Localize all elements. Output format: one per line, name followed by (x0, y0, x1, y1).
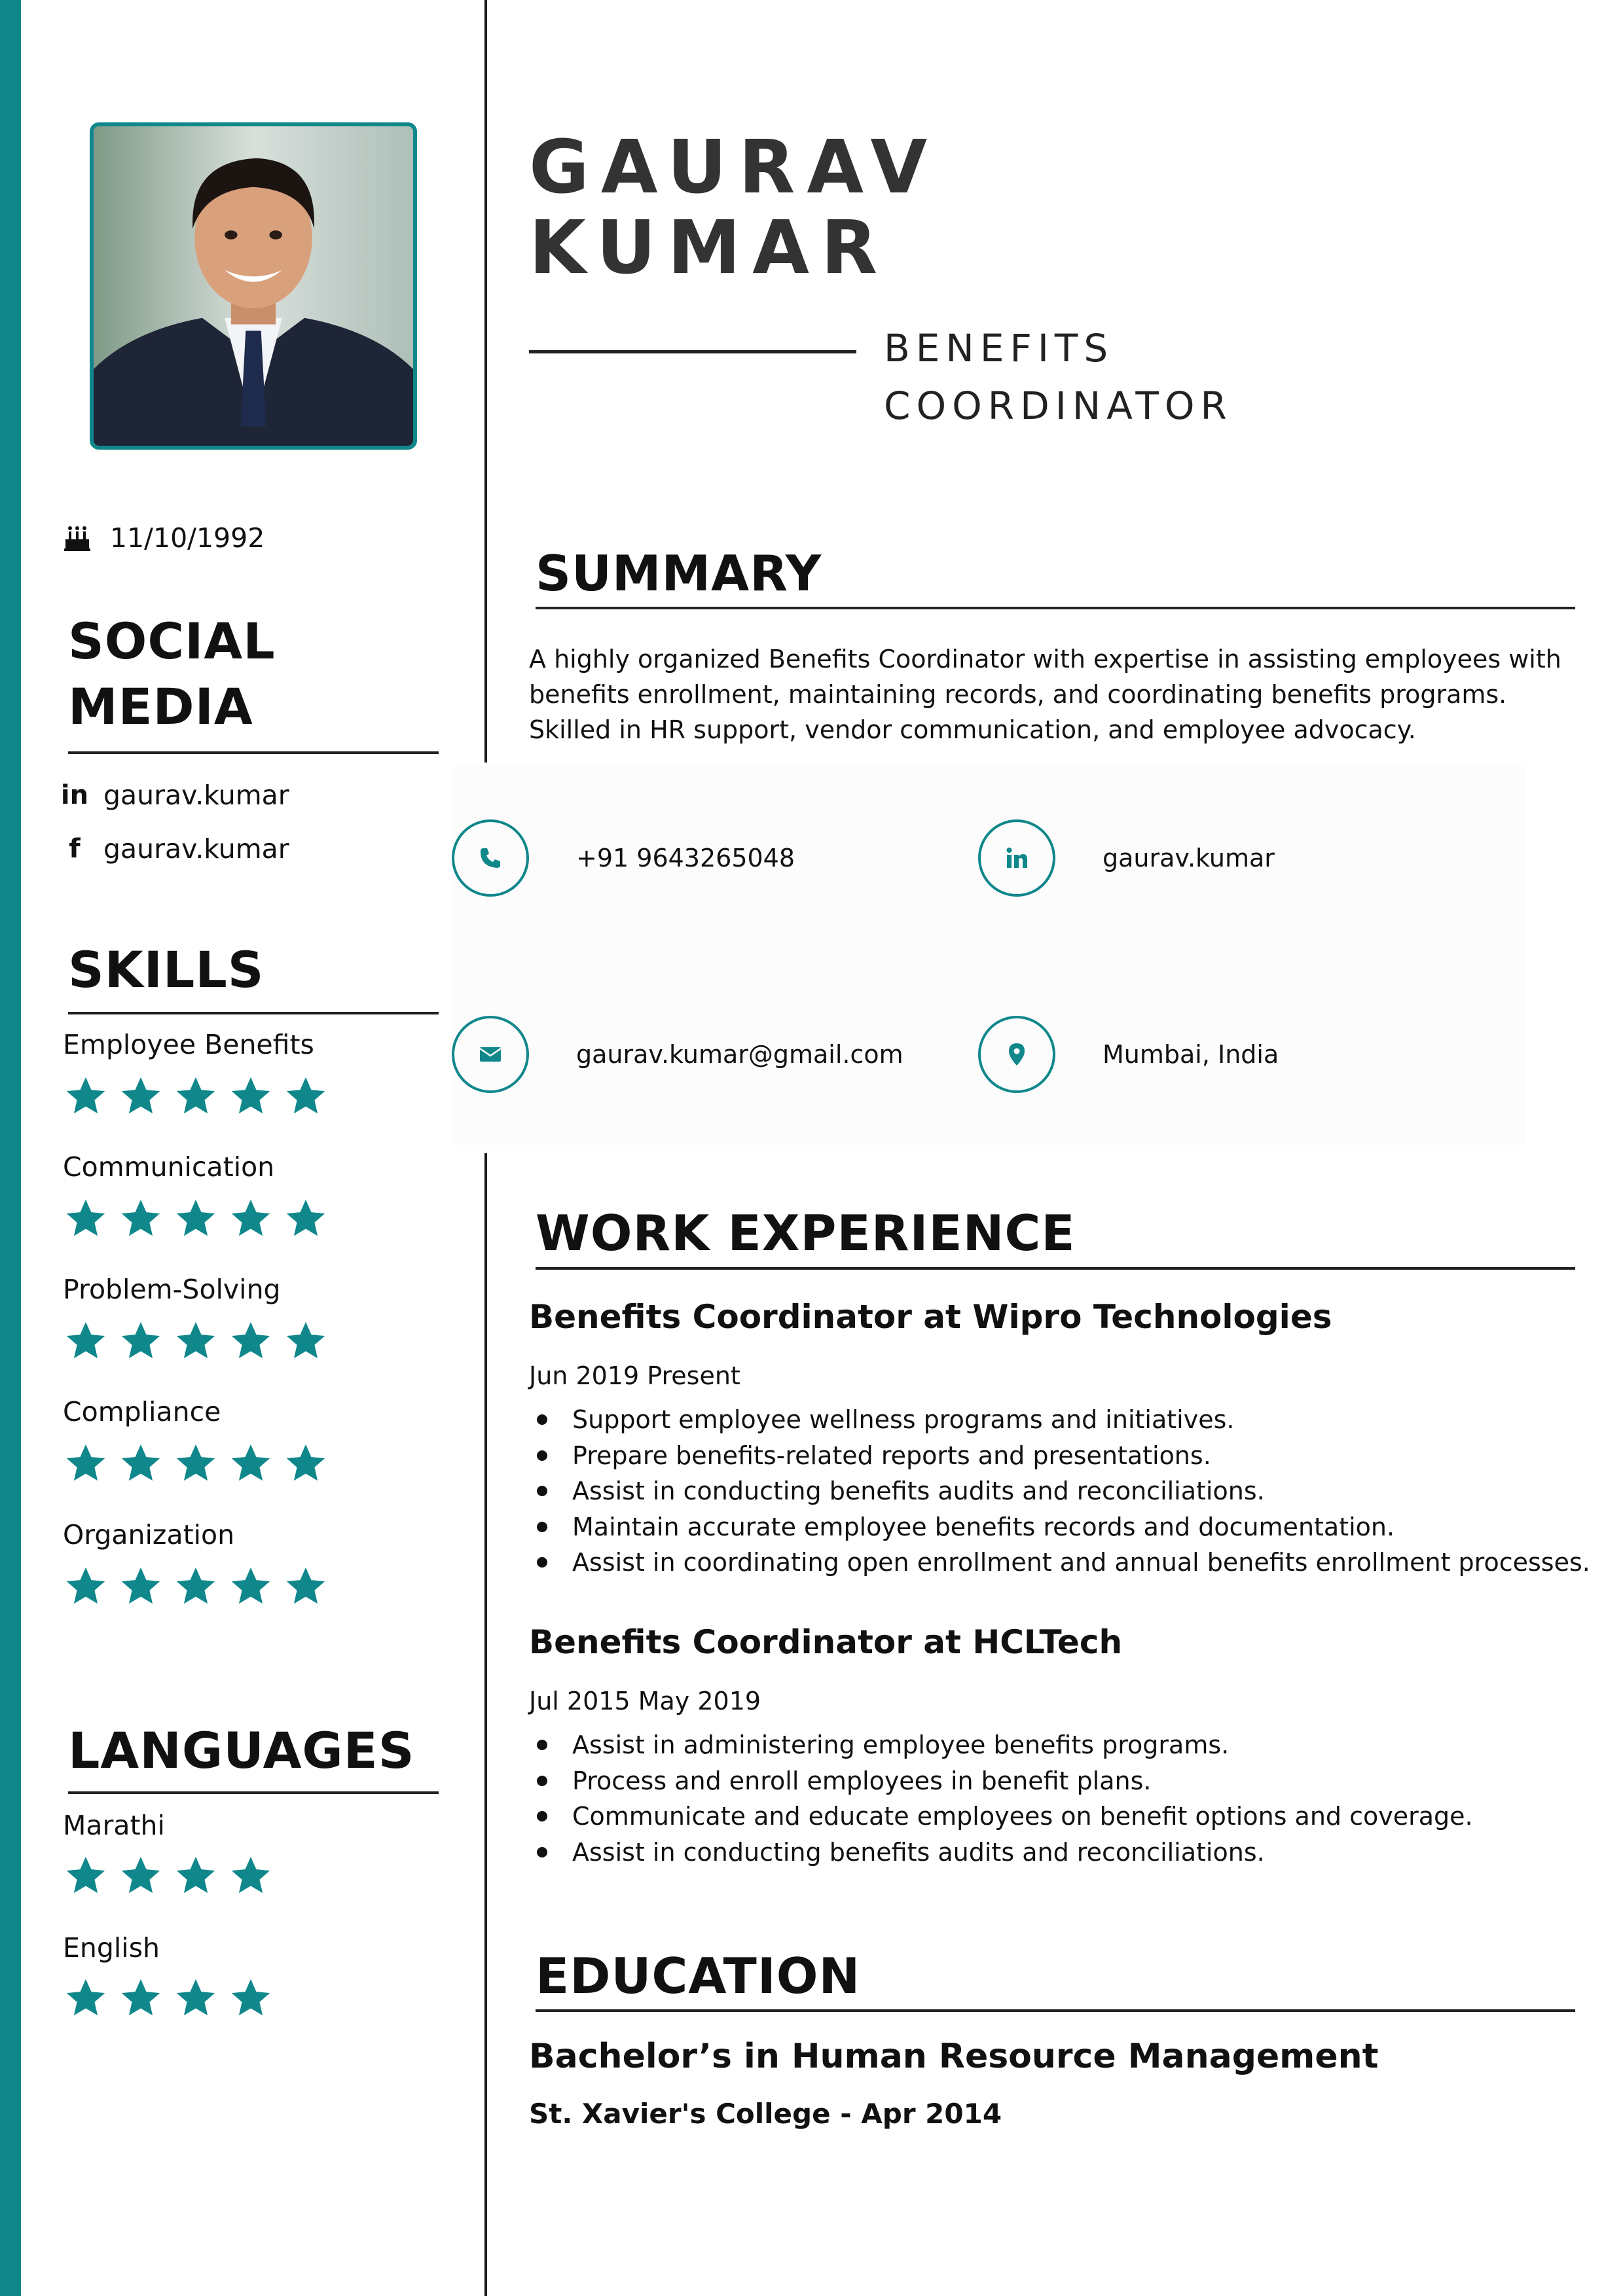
dob-value: 11/10/1992 (110, 522, 265, 554)
star-icon (63, 1975, 109, 2021)
star-icon (118, 1318, 164, 1364)
first-name: GAURAV (529, 125, 939, 210)
location-text: Mumbai, India (1103, 1040, 1279, 1069)
star-icon (118, 1853, 164, 1899)
skill-rating (63, 1318, 338, 1364)
skill-name: Communication (63, 1151, 275, 1183)
education-rule (536, 2009, 1575, 2012)
job-heading: Benefits Coordinator at Wipro Technologies (529, 1298, 1332, 1336)
candidate-name (529, 125, 939, 291)
languages-rule (68, 1791, 439, 1794)
star-icon (173, 1073, 219, 1119)
star-icon (228, 1196, 274, 1242)
contact-location[interactable] (978, 1016, 1279, 1093)
birthday-cake-icon (63, 524, 92, 552)
social-item-label: gaurav.kumar (103, 833, 289, 865)
star-icon (283, 1318, 329, 1364)
star-icon (63, 1441, 109, 1486)
job-bullets (529, 1727, 1473, 1870)
column-divider-top (484, 0, 487, 762)
column-divider-bottom (484, 1153, 487, 2296)
languages-heading: LANGUAGES (68, 1721, 415, 1780)
education-school: St. Xavier's College - Apr 2014 (529, 2098, 1002, 2130)
map-pin-icon (1004, 1041, 1030, 1067)
star-icon (63, 1196, 109, 1242)
star-icon (228, 1564, 274, 1609)
work-experience-rule (536, 1267, 1575, 1270)
job-bullets (529, 1402, 1590, 1581)
contact-email[interactable] (452, 1016, 903, 1093)
star-icon (118, 1073, 164, 1119)
linkedin-text: gaurav.kumar (1103, 844, 1275, 872)
envelope-icon (477, 1041, 503, 1067)
star-icon (118, 1975, 164, 2021)
star-icon (228, 1441, 274, 1486)
language-name: Marathi (63, 1810, 165, 1841)
accent-strip (0, 0, 21, 2296)
star-icon (63, 1073, 109, 1119)
job-heading: Benefits Coordinator at HCLTech (529, 1623, 1123, 1661)
star-icon (118, 1196, 164, 1242)
list-item: Maintain accurate employee benefits records and documentation. (529, 1509, 1590, 1545)
job-dates: Jul 2015 May 2019 (529, 1687, 761, 1715)
contact-phone[interactable] (452, 819, 795, 897)
list-item: Assist in coordinating open enrollment and annual benefits enrollment processes. (529, 1545, 1590, 1581)
list-item: Assist in administering employee benefits programs. (529, 1727, 1473, 1763)
star-icon (63, 1318, 109, 1364)
star-icon (283, 1073, 329, 1119)
title-rule (529, 350, 856, 353)
job-dates: Jun 2019 Present (529, 1361, 740, 1390)
social-item-label: gaurav.kumar (103, 780, 289, 811)
language-name: English (63, 1932, 160, 1964)
skill-name: Problem-Solving (63, 1274, 281, 1305)
star-icon (228, 1853, 274, 1899)
work-experience-heading: WORK EXPERIENCE (536, 1204, 1076, 1262)
summary-rule (536, 607, 1575, 609)
summary-heading: SUMMARY (536, 545, 822, 602)
star-icon (118, 1441, 164, 1486)
summary-text: A highly organized Benefits Coordinator with expertise in assisting employees with benefits enrollment, maintaining records, and coordinating benefits programs. Skilled in HR support, vendor communication, and employee advocacy. (529, 645, 1561, 744)
star-icon (228, 1975, 274, 2021)
skill-rating (63, 1196, 338, 1242)
education-degree: Bachelor’s in Human Resource Management (529, 2037, 1379, 2076)
star-icon (63, 1853, 109, 1899)
star-icon (228, 1073, 274, 1119)
linkedin-icon: in (60, 780, 89, 810)
social-item-facebook[interactable] (60, 829, 289, 869)
skills-heading: SKILLS (68, 941, 264, 999)
list-item: Support employee wellness programs and initiatives. (529, 1402, 1590, 1438)
star-icon (173, 1196, 219, 1242)
skill-rating (63, 1073, 338, 1119)
social-media-heading: SOCIAL MEDIA (68, 612, 276, 736)
list-item: Assist in conducting benefits audits and reconciliations. (529, 1473, 1590, 1509)
list-item: Communicate and educate employees on benefit options and coverage. (529, 1799, 1473, 1835)
email-text: gaurav.kumar@gmail.com (576, 1040, 903, 1069)
phone-text: +91 9643265048 (576, 844, 795, 872)
social-item-linkedin[interactable] (60, 776, 289, 815)
skill-name: Compliance (63, 1396, 221, 1427)
date-of-birth (63, 518, 264, 558)
education-heading: EDUCATION (536, 1947, 861, 2005)
skill-name: Employee Benefits (63, 1029, 314, 1060)
language-rating (63, 1975, 283, 2021)
last-name: KUMAR (529, 206, 890, 291)
job-title: BENEFITS COORDINATOR (884, 326, 1233, 428)
skills-rule (68, 1012, 439, 1014)
list-item: Process and enroll employees in benefit plans. (529, 1763, 1473, 1799)
star-icon (118, 1564, 164, 1609)
star-icon (173, 1318, 219, 1364)
list-item: Prepare benefits-related reports and presentations. (529, 1438, 1590, 1474)
star-icon (173, 1853, 219, 1899)
star-icon (228, 1318, 274, 1364)
phone-icon (477, 845, 503, 871)
profile-photo (90, 122, 417, 450)
language-rating (63, 1853, 283, 1899)
star-icon (173, 1441, 219, 1486)
star-icon (173, 1564, 219, 1609)
star-icon (63, 1564, 109, 1609)
contact-linkedin[interactable] (978, 819, 1275, 897)
social-media-rule (68, 751, 439, 754)
skill-rating (63, 1441, 338, 1486)
skill-rating (63, 1564, 338, 1609)
star-icon (283, 1196, 329, 1242)
star-icon (173, 1975, 219, 2021)
star-icon (283, 1441, 329, 1486)
star-icon (283, 1564, 329, 1609)
skill-name: Organization (63, 1519, 235, 1551)
facebook-icon: f (69, 834, 81, 864)
linkedin-icon (1004, 845, 1030, 871)
list-item: Assist in conducting benefits audits and reconciliations. (529, 1835, 1473, 1871)
